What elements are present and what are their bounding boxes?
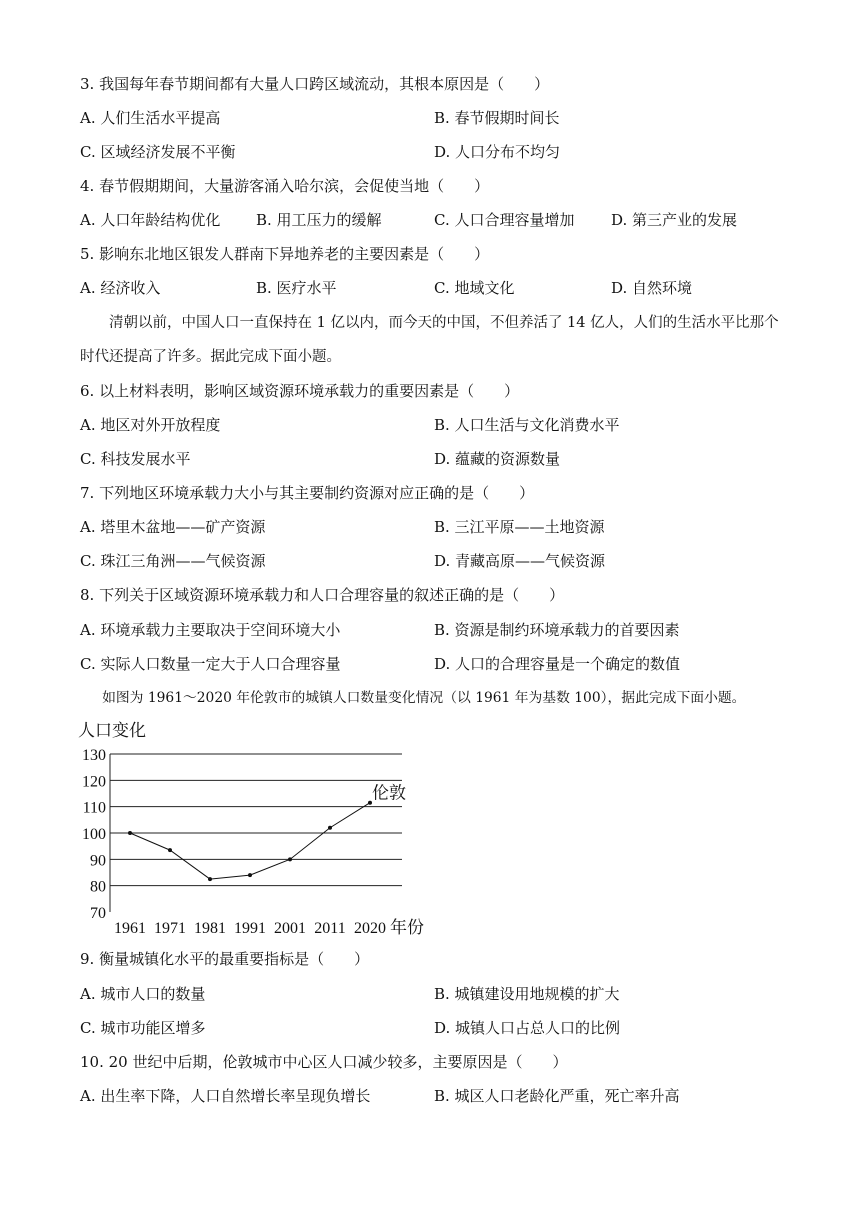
question-9-option-b: B. 城镇建设用地规模的扩大 (434, 985, 620, 1003)
y-tick-label: 130 (82, 747, 106, 764)
question-4-option-c: C. 人口合理容量增加 (434, 211, 575, 229)
y-tick-label: 110 (82, 799, 106, 817)
question-5-option-c: C. 地域文化 (434, 279, 515, 297)
y-tick-label: 70 (90, 905, 106, 922)
question-4-stem: 4. 春节假期期间，大量游客涌入哈尔滨，会促使当地（ ） (80, 177, 490, 195)
chart-points (128, 801, 372, 881)
question-6-option-d: D. 蕴藏的资源数量 (434, 450, 561, 468)
x-tick-label: 2011 (314, 920, 346, 936)
question-9-option-d: D. 城镇人口占总人口的比例 (434, 1019, 621, 1037)
question-7-option-a: A. 塔里木盆地——矿产资源 (80, 518, 266, 536)
question-5-stem: 5. 影响东北地区银发人群南下异地养老的主要因素是（ ） (80, 245, 490, 263)
question-5-option-a: A. 经济收入 (80, 279, 161, 297)
question-7-option-b: B. 三江平原——土地资源 (434, 518, 605, 536)
data-point (288, 857, 292, 861)
question-10-option-a: A. 出生率下降，人口自然增长率呈现负增长 (80, 1087, 371, 1105)
y-tick-label: 80 (90, 878, 106, 896)
question-9-stem: 9. 衡量城镇化水平的最重要指标是（ ） (80, 950, 370, 968)
question-8-option-c: C. 实际人口数量一定大于人口合理容量 (80, 655, 341, 673)
question-8-option-b: B. 资源是制约环境承载力的首要因素 (434, 621, 680, 639)
data-point (128, 831, 132, 835)
x-tick-label: 1971 (154, 920, 186, 936)
chart-y-label: 人口变化 (78, 721, 146, 740)
data-point (248, 873, 252, 877)
y-tick-label: 90 (90, 852, 106, 870)
data-point (328, 826, 332, 830)
x-tick-label: 1981 (194, 920, 226, 936)
question-6-option-b: B. 人口生活与文化消费水平 (434, 416, 620, 434)
series-label-london: 伦敦 (372, 783, 406, 803)
question-6-option-c: C. 科技发展水平 (80, 450, 191, 468)
x-tick-label: 2020 (354, 920, 386, 936)
series-line-london (130, 803, 370, 879)
material-paragraph-2: 如图为 1961～2020 年伦敦市的城镇人口数量变化情况（以 1961 年为基数 100），据此完成下面小题。 (102, 690, 746, 706)
data-point (208, 877, 212, 881)
question-3-option-c: C. 区域经济发展不平衡 (80, 143, 236, 161)
question-3-option-a: A. 人们生活水平提高 (80, 109, 221, 127)
question-7-stem: 7. 下列地区环境承载力大小与其主要制约资源对应正确的是（ ） (80, 484, 535, 502)
question-10-stem: 10. 20 世纪中后期，伦敦城市中心区人口减少较多，主要原因是（ ） (80, 1053, 568, 1071)
y-tick-label: 100 (82, 826, 106, 843)
question-9-option-c: C. 城市功能区增多 (80, 1019, 206, 1037)
chart-y-ticks (82, 747, 106, 922)
chart-x-label: 年份 (390, 918, 424, 936)
question-3-option-d: D. 人口分布不均匀 (434, 143, 561, 161)
question-8-option-d: D. 人口的合理容量是一个确定的数值 (434, 655, 681, 673)
material-paragraph-1: 清朝以前，中国人口一直保持在 1 亿以内，而今天的中国，不但养活了 14 亿人，人们的生活水平比那个时代还提高了许多。据此完成下面小题。 (80, 315, 779, 365)
question-8-option-a: A. 环境承载力主要取决于空间环境大小 (80, 621, 341, 639)
question-6-stem: 6. 以上材料表明，影响区域资源环境承载力的重要因素是（ ） (80, 382, 520, 400)
question-7-option-c: C. 珠江三角洲——气候资源 (80, 552, 266, 570)
question-6-option-a: A. 地区对外开放程度 (80, 416, 221, 434)
data-point (168, 848, 172, 852)
chart-x-ticks (114, 920, 386, 936)
chart-grid (110, 754, 402, 912)
y-tick-label: 120 (82, 773, 106, 791)
question-3-stem: 3. 我国每年春节期间都有大量人口跨区域流动，其根本原因是（ ） (80, 75, 550, 93)
x-tick-label: 1961 (114, 920, 146, 936)
question-7-option-d: D. 青藏高原——气候资源 (434, 552, 606, 570)
question-9-option-a: A. 城市人口的数量 (80, 985, 206, 1003)
x-tick-label: 2001 (274, 920, 306, 936)
question-10-option-b: B. 城区人口老龄化严重，死亡率升高 (434, 1087, 680, 1105)
question-4-option-d: D. 第三产业的发展 (611, 211, 738, 229)
question-4-option-a: A. 人口年龄结构优化 (80, 211, 221, 229)
question-5-option-d: D. 自然环境 (611, 279, 693, 297)
question-4-option-b: B. 用工压力的缓解 (256, 211, 382, 229)
question-3-option-b: B. 春节假期时间长 (434, 109, 560, 127)
question-5-option-b: B. 医疗水平 (256, 279, 337, 297)
question-8-stem: 8. 下列关于区域资源环境承载力和人口合理容量的叙述正确的是（ ） (80, 586, 565, 604)
london-population-chart (76, 716, 436, 936)
x-tick-label: 1991 (234, 920, 266, 936)
